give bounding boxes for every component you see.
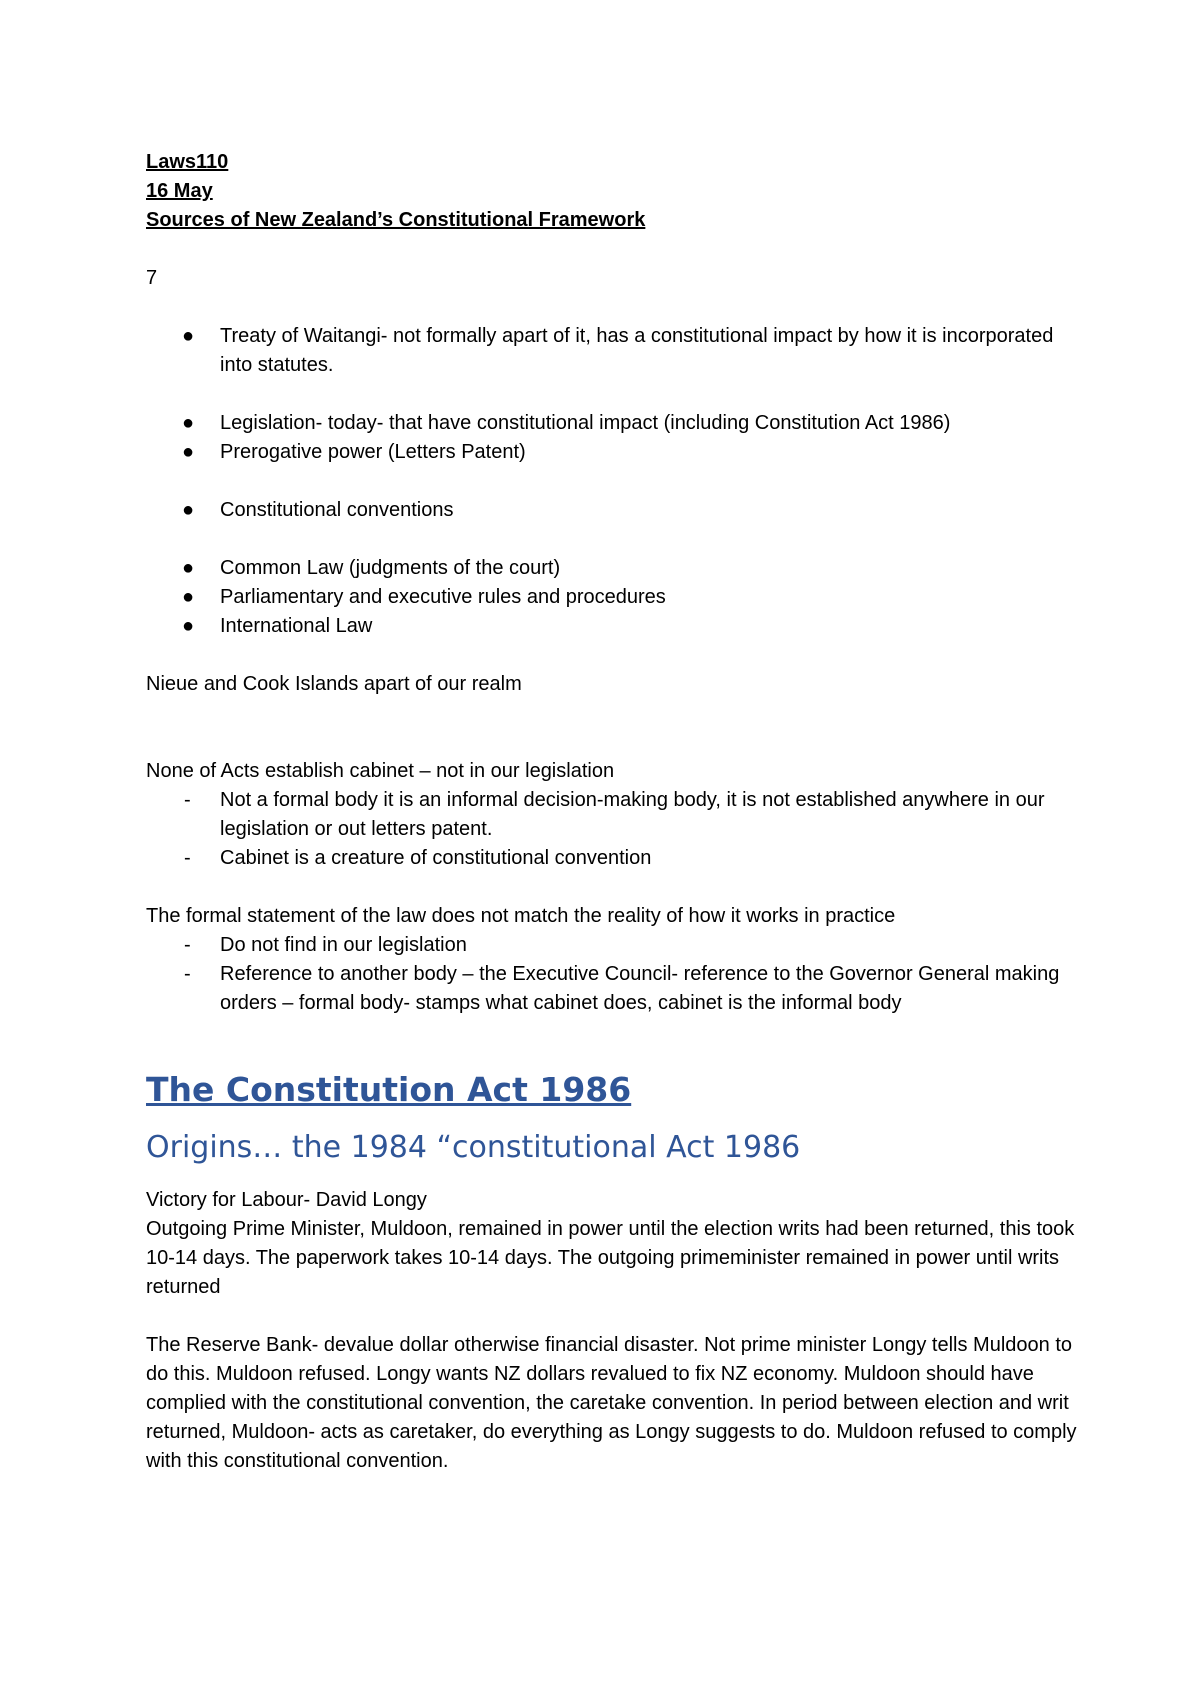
realm-note: Nieue and Cook Islands apart of our realm bbox=[146, 673, 522, 695]
cabinet-intro: None of Acts establish cabinet – not in our legislation bbox=[146, 760, 615, 782]
bullet-icon: ● bbox=[182, 412, 195, 434]
sources-list bbox=[146, 496, 1086, 525]
list-item: ● Common Law (judgments of the court) bbox=[146, 554, 1086, 583]
list-item: ● Parliamentary and executive rules and procedures bbox=[146, 583, 1086, 612]
bullet-icon: ● bbox=[182, 557, 195, 579]
heading-constitution-act: The Constitution Act 1986 bbox=[146, 1070, 632, 1109]
list-item: - Not a formal body it is an informal decision-making body, it is not established anywhere in our legislation or out letters patent. bbox=[184, 789, 1045, 840]
bullet-icon: ● bbox=[182, 325, 195, 347]
cabinet-points bbox=[146, 786, 1086, 873]
list-item: ● Legislation- today- that have constitutional impact (including Constitution Act 1986) bbox=[146, 409, 1086, 438]
document-page bbox=[146, 148, 1086, 1476]
paragraph: Outgoing Prime Minister, Muldoon, remained in power until the election writs had been returned, this took 10-14 days. The paperwork takes 10-14 days. The outgoing primeminister remained in power until writs returned bbox=[146, 1218, 1075, 1298]
sources-list bbox=[146, 409, 1086, 467]
sources-list bbox=[146, 322, 1086, 380]
paragraph: Victory for Labour- David Longy bbox=[146, 1189, 427, 1211]
bullet-icon: ● bbox=[182, 586, 195, 608]
bullet-icon: ● bbox=[182, 615, 195, 637]
list-item: - Do not find in our legislation bbox=[184, 934, 467, 956]
section-number: 7 bbox=[146, 267, 158, 289]
paragraph: The Reserve Bank- devalue dollar otherwise financial disaster. Not prime minister Longy tells Muldoon to do this. Muldoon refused. Longy wants NZ dollars revalued to fix NZ economy. Muldoon should have complied with the constitutional convention, the caretake convention. In period between election and writ returned, Muldoon- acts as caretaker, do everything as Longy suggests to do. Muldoon refused to comply with this constitutional convention. bbox=[146, 1334, 1077, 1472]
list-item: ● Constitutional conventions bbox=[146, 496, 1086, 525]
heading-origins: Origins… the 1984 “constitutional Act 1986 bbox=[146, 1130, 801, 1165]
list-item: ● Treaty of Waitangi- not formally apart of it, has a constitutional impact by how it is incorporated into statutes. bbox=[146, 322, 1086, 380]
list-item: ● International Law bbox=[146, 612, 1086, 641]
bullet-icon: ● bbox=[182, 441, 195, 463]
list-item: ● Prerogative power (Letters Patent) bbox=[146, 438, 1086, 467]
sources-list bbox=[146, 554, 1086, 641]
list-item: - Cabinet is a creature of constitutional convention bbox=[184, 847, 652, 869]
formal-intro: The formal statement of the law does not match the reality of how it works in practice bbox=[146, 905, 896, 927]
bullet-icon: ● bbox=[182, 499, 195, 521]
formal-points bbox=[146, 931, 1086, 1018]
lecture-title: Sources of New Zealand’s Constitutional Framework bbox=[146, 209, 646, 231]
course-code: Laws110 bbox=[146, 151, 229, 173]
list-item: - Reference to another body – the Executive Council- reference to the Governor General making orders – formal body- stamps what cabinet does, cabinet is the informal body bbox=[184, 963, 1060, 1014]
lecture-date: 16 May bbox=[146, 180, 213, 202]
